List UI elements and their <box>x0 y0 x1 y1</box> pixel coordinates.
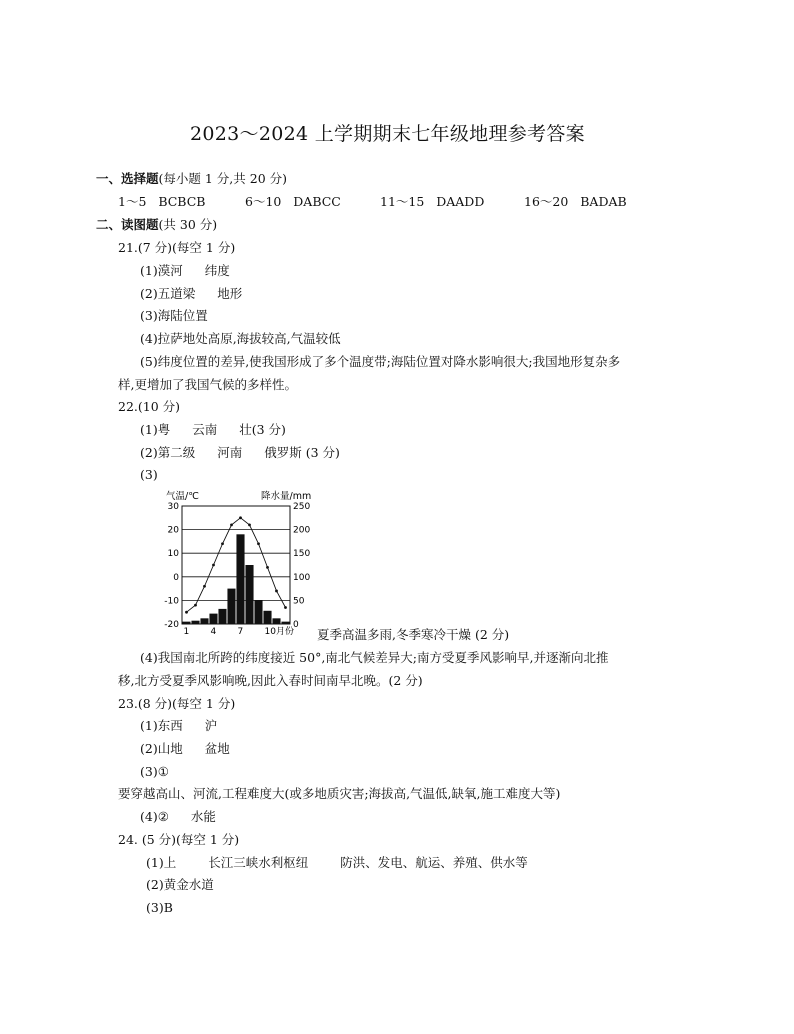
chart-left-tick-label: 10 <box>167 549 179 560</box>
precipitation-bar <box>218 609 226 624</box>
answer-text: 云南 <box>192 422 218 437</box>
chart-x-tick-label: 1 <box>183 627 190 637</box>
q23-answer-2 <box>140 741 230 757</box>
answer-text: (2)五道梁 <box>140 286 196 301</box>
page-title: 2023～2024 上学期期末七年级地理参考答案 <box>190 123 585 145</box>
section2-heading <box>96 217 217 233</box>
section1-heading-label: 一、选择题 <box>96 171 159 186</box>
temperature-point <box>194 604 197 607</box>
chart-x-tick-label: 4 <box>210 627 217 637</box>
chart-left-tick-label: -10 <box>164 596 179 607</box>
mc-value: BCBCB <box>158 194 206 209</box>
chart-left-axis-label: 气温/℃ <box>166 491 199 502</box>
answer-text: 长江三峡水利枢纽 <box>208 855 309 870</box>
q23-answer-3: (3)① <box>140 764 169 779</box>
chart-frame <box>182 506 290 624</box>
q24-answer-2: (2)黄金水道 <box>146 877 214 892</box>
q21-header: 21.(7 分)(每空 1 分) <box>118 240 236 255</box>
answer-text: 沪 <box>204 718 218 733</box>
precipitation-bar <box>236 534 244 624</box>
q22-answer-4-cont: 移,北方受夏季风影响晚,因此入春时间南早北晚。(2 分) <box>118 673 423 688</box>
temperature-point <box>221 542 224 545</box>
precipitation-bar <box>200 618 208 624</box>
precipitation-bar <box>281 622 289 624</box>
section1-heading <box>96 171 287 187</box>
precipitation-bar <box>263 611 271 624</box>
q21-answer-5-cont: 样,更增加了我国气候的多样性。 <box>118 377 297 392</box>
answer-text: 壮(3 分) <box>239 422 286 437</box>
temperature-point <box>203 585 206 588</box>
chart-caption: 夏季高温多雨,冬季寒冷干燥 (2 分) <box>317 627 510 642</box>
chart-x-tick-label: 7 <box>237 627 244 637</box>
mc-value: BADAB <box>580 194 627 209</box>
mc-answer-1 <box>118 194 205 210</box>
q22-answer-3: (3) <box>140 467 158 482</box>
answer-text: (4)② <box>140 809 169 824</box>
q21-answer-1 <box>140 263 230 279</box>
precipitation-bar <box>272 618 280 624</box>
temperature-point <box>239 516 242 519</box>
precipitation-bar <box>209 614 217 624</box>
chart-right-tick-label: 250 <box>293 502 311 512</box>
mc-range: 16～20 <box>524 194 569 209</box>
answer-text: (1)上 <box>146 855 177 870</box>
chart-right-tick-label: 150 <box>293 549 311 560</box>
temperature-point <box>212 564 215 567</box>
precipitation-bar <box>191 621 199 624</box>
temperature-line <box>187 518 286 612</box>
chart-right-tick-label: 100 <box>293 572 311 583</box>
answer-text: (1)粤 <box>140 422 171 437</box>
q21-answer-3: (3)海陆位置 <box>140 308 208 323</box>
q22-answer-1 <box>140 422 286 438</box>
answer-text: 水能 <box>190 809 216 824</box>
mc-value: DABCC <box>293 194 341 209</box>
answer-text: (2)山地 <box>140 741 183 756</box>
mc-range: 1～5 <box>118 194 147 209</box>
answer-text: 盆地 <box>204 741 230 756</box>
chart-x-tick-label: 10月份 <box>264 627 294 637</box>
mc-range: 11～15 <box>380 194 425 209</box>
climate-chart <box>160 488 330 638</box>
mc-answer-4 <box>524 194 627 210</box>
answer-text: 地形 <box>217 286 243 301</box>
chart-right-tick-label: 200 <box>293 525 311 536</box>
chart-left-tick-label: 0 <box>173 572 179 583</box>
precipitation-bar <box>254 600 262 624</box>
answer-text: 防洪、发电、航运、养殖、供水等 <box>340 855 528 870</box>
mc-value: DAADD <box>436 194 485 209</box>
q23-answer-4 <box>140 809 216 825</box>
q23-answer-3-cont: 要穿越高山、河流,工程难度大(或多地质灾害;海拔高,气温低,缺氧,施工难度大等) <box>118 786 561 801</box>
q22-answer-4: (4)我国南北所跨的纬度接近 50°,南北气候差异大;南方受夏季风影响早,并逐渐向北推 <box>140 650 609 665</box>
q24-answer-3: (3)B <box>146 900 173 915</box>
temperature-point <box>230 523 233 526</box>
temperature-point <box>257 542 260 545</box>
answer-text: 俄罗斯 (3 分) <box>264 445 340 460</box>
chart-right-axis-label: 降水量/mm <box>261 491 312 502</box>
precipitation-bar <box>182 622 190 624</box>
chart-left-tick-label: -20 <box>164 620 179 630</box>
temperature-point <box>275 590 278 593</box>
section2-note: (共 30 分) <box>158 217 218 232</box>
q21-answer-5: (5)纬度位置的差异,使我国形成了多个温度带;海陆位置对降水影响很大;我国地形复杂多 <box>140 354 621 369</box>
answer-text: (2)第二级 <box>140 445 196 460</box>
section1-note: (每小题 1 分,共 20 分) <box>158 171 287 186</box>
q23-answer-1 <box>140 718 217 734</box>
precipitation-bar <box>227 589 235 624</box>
q23-header: 23.(8 分)(每空 1 分) <box>118 696 236 711</box>
precipitation-bar <box>245 565 253 624</box>
chart-left-tick-label: 20 <box>167 525 179 536</box>
mc-answer-3 <box>380 194 484 210</box>
section2-heading-label: 二、读图题 <box>96 217 159 232</box>
chart-left-tick-label: 30 <box>167 502 179 512</box>
temperature-point <box>266 566 269 569</box>
q22-header: 22.(10 分) <box>118 399 181 414</box>
answer-text: (1)东西 <box>140 718 183 733</box>
q24-answer-1 <box>146 855 528 871</box>
q21-answer-2 <box>140 286 242 302</box>
answer-text: 纬度 <box>204 263 230 278</box>
q22-answer-2 <box>140 445 340 461</box>
chart-right-tick-label: 0 <box>293 620 299 630</box>
temperature-point <box>185 611 188 614</box>
temperature-point <box>248 523 251 526</box>
temperature-point <box>284 606 287 609</box>
answer-text: 河南 <box>217 445 243 460</box>
mc-answer-2 <box>245 194 341 210</box>
q21-answer-4: (4)拉萨地处高原,海拔较高,气温较低 <box>140 331 341 346</box>
answer-text: (1)漠河 <box>140 263 183 278</box>
chart-right-tick-label: 50 <box>293 596 305 607</box>
q24-header: 24. (5 分)(每空 1 分) <box>118 832 240 847</box>
mc-range: 6～10 <box>245 194 282 209</box>
